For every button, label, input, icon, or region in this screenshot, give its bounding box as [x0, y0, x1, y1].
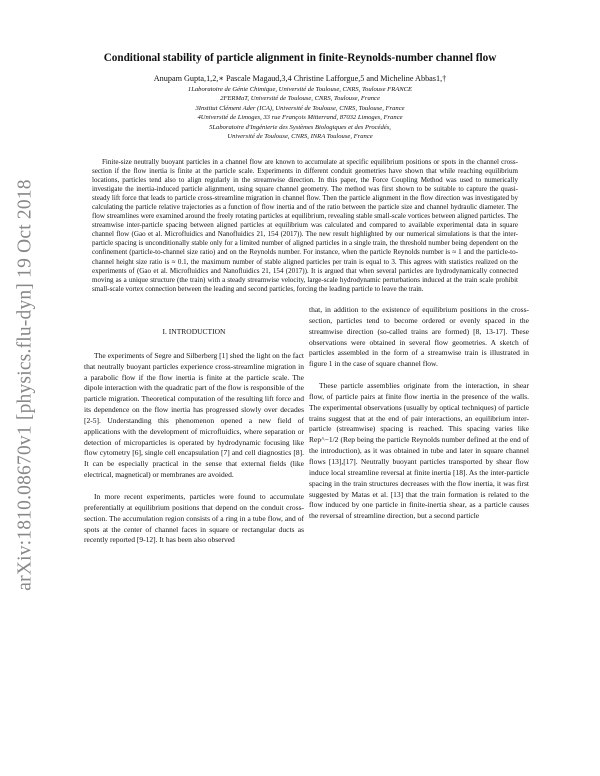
author-list: Anupam Gupta,1,2,∗ Pascale Magaud,3,4 Christine Lafforgue,5 and Micheline Abbas1,†	[153, 74, 447, 83]
paper-title: Conditional stability of particle alignment in finite-Reynolds-number channel flow	[103, 52, 497, 64]
body-paragraph: These particle assemblies originate from the interaction, in shear flow, of particle pairs at finite flow inertia in the presence of the walls. The experimental observations (usually by optical techniques) of particle trains suggest that at the end of pair interactions, an equilibrium inter-particle (streamwise) spacing is reached. This spacing varies like Rep^−1/2 (Rep being the particle Reynolds number defined at the end of the introduction), as it was obtained in tube and later in square channel flows [13],[17]. Neutrally buoyant particles transported by shear flow induce local streamline reversal at finite inertia [18]. As the inter-particle spacing in the train structures decreases with the flow inertia, it was first suggested by Matas et al. [13] that the train formation is related to the flow induced by one particle in finite-inertia shear, as a particle causes the reversal of streamline direction, but a second particle	[309, 381, 529, 521]
arxiv-stamp: arXiv:1810.08670v1 [physics.flu-dyn] 19 Oct 2018	[15, 179, 36, 591]
arxiv-stamp-container	[6, 150, 46, 620]
affiliation: 1Laboratoire de Génie Chimique, Université de Toulouse, CNRS, Toulouse FRANCE	[187, 86, 413, 93]
body-paragraph: The experiments of Segre and Silberberg [1] shed the light on the fact that neutrally buoyant particles experience cross-streamline migration in a parabolic flow if the flow inertia is finite at the particle scale. The dipole interaction with the quadratic part of the flow is responsible of the particle migration. Theoretical computation of the resulting lift force and its dependence on the flow inertia has progressed slowly over decades [2-5]. Understanding this phenomenon opened a new field of applications with the development of microfluidics, where separation or detection of microparticles is operated by hydrodynamic focusing like flow cytometry [6], single cell encapsulation [7] and cell diagnostics [8]. It can be especially practical in the sense that external fields (like electrical, magnetical) or membranes are avoided.	[84, 350, 304, 480]
affiliation: 5Laboratoire d'Ingénierie des Systèmes Biologiques et des Procédés,	[209, 123, 391, 131]
abstract: Finite-size neutrally buoyant particles in a channel flow are known to accumulate at specific equilibrium positions or spots in the channel cross-section if the flow inertia is finite at the particle scale. Experiments in different conduit geometries have shown that while reaching equilibrium locations, particles tend also to align regularly in the streamwise direction. In this paper, the Force Coupling Method was used to numerically investigate the inertia-induced particle alignment, using square channel geometry. The method was first shown to be suitable to capture the quasi-steady lift force that leads to particle cross-streamline migration in channel flow. Then the particle alignment in the flow direction was investigated by calculating the particle relative trajectories as a function of flow inertia and of the ratio between the particle size and channel hydraulic diameter. The flow streamlines were examined around the freely rotating particles at equilibrium, revealing stable small-scale vortices between aligned particles. The streamwise inter-particle spacing between aligned particles at equilibrium was calculated and compared to available experimental data in square channel flow (Gao et al. Microfluidics and Nanofluidics 21, 154 (2017)). The new result highlighted by our numerical simulations is that the inter-particle spacing is unconditionally stable only for a limited number of aligned particles in a single train, the threshold number being dependent on the confinement (particle-to-channel size ratio) and on the Reynolds number. For instance, when the particle Reynolds number is ≈ 1 and the particle-to-channel height size ratio is ≈ 0.1, the maximum number of stable aligned particles per train is equal to 3. This agrees with statistics realized on the experiments of (Gao et al. Microfluidics and Nanofluidics 21, 154 (2017)). It is argued that when several particles are hydrodynamically connected moving as a unique structure (the train) with a steady streamwise velocity, large-scale hydrodynamic perturbations induced at the train scale prohibit small-scale vortex connection between the leading and second particles, forcing the leading particle to leave the train.	[92, 158, 518, 293]
affiliation: 2FERMaT, Université de Toulouse, CNRS, Toulouse, France	[220, 95, 380, 103]
affiliation: 3Institut Clément Ader (ICA), Université de Toulouse, CNRS, Toulouse, France	[195, 104, 405, 112]
left-column	[84, 305, 304, 546]
body-paragraph: In more recent experiments, particles were found to accumulate preferentially at equilibrium positions that depend on the conduit cross-section. The accumulation region consists of a ring in a tube flow, and of spots at the center of channel faces in square or rectangular ducts as recently reported [9-12]. It has been also observed	[84, 491, 304, 545]
affiliations	[60, 85, 540, 141]
affiliation: 4Université de Limoges, 33 rue François Mitterrand, 87032 Limoges, France	[197, 114, 403, 122]
right-column	[309, 305, 529, 522]
body-paragraph: that, in addition to the existence of equilibrium positions in the cross-section, particles tend to become ordered or evenly spaced in the streamwise direction (so-called trains are formed) [8, 13-17]. These observations were obtained in several flow geometries. A sketch of particles assembled in the form of a streamwise train is illustrated in figure 1 in the case of square channel flow.	[309, 305, 529, 369]
affiliation: Université de Toulouse, CNRS, INRA Toulouse, France	[227, 133, 373, 141]
section-title: I. INTRODUCTION	[162, 327, 226, 336]
